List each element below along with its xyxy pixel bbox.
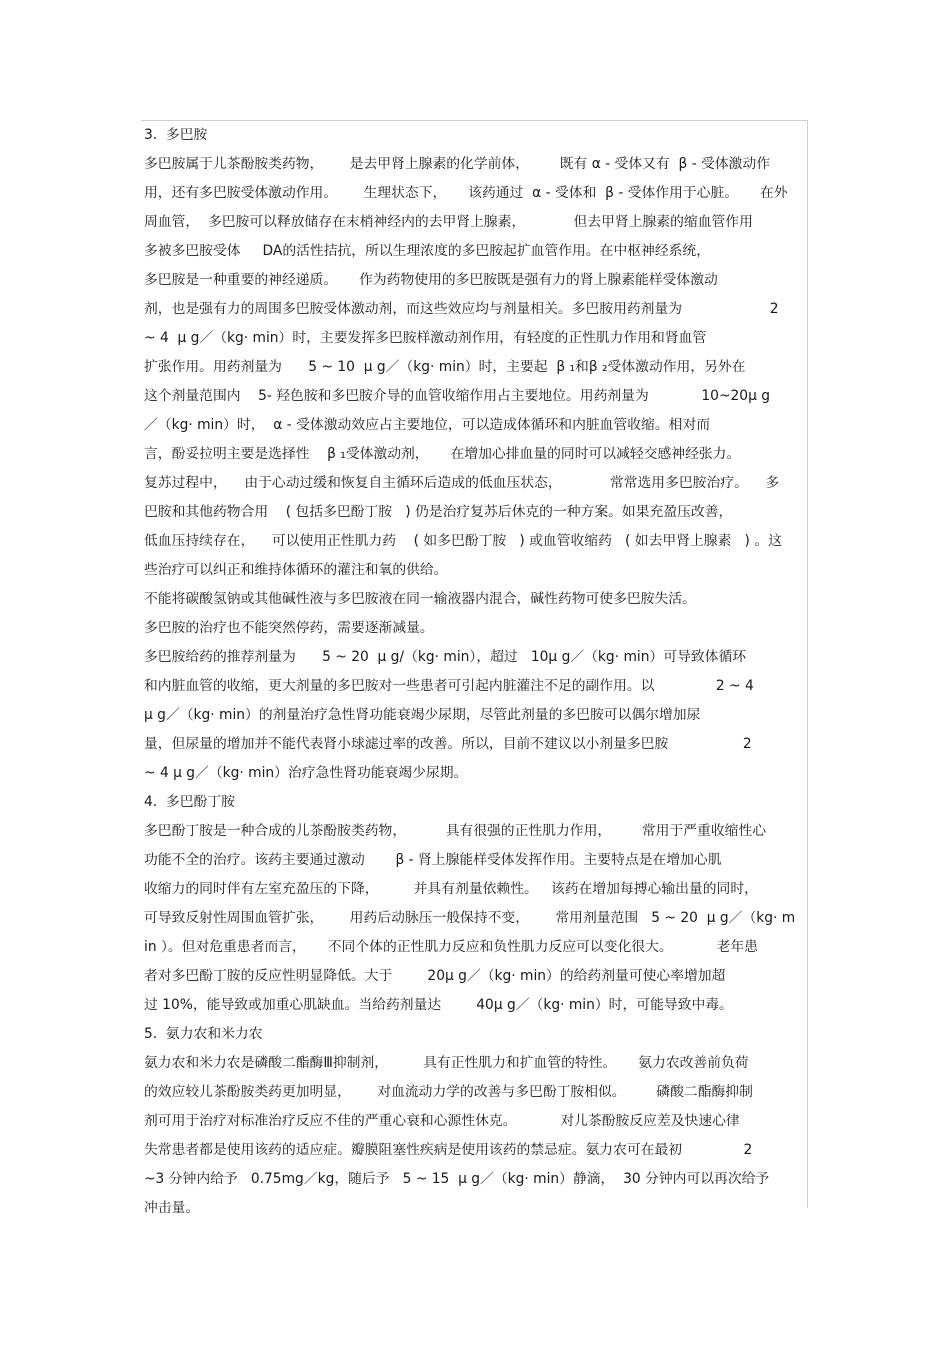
text-line: 功能不全的治疗。该药主要通过激动 β - 肾上腺能样受体发挥作用。主要特点是在增加心肌 xyxy=(144,852,722,868)
text-line: ~ 4 μ g／（kg· min）时，主要发挥多巴胺样激动剂作用，有轻度的正性肌力作用和肾血管 xyxy=(144,330,707,346)
text-line: in ）。但对危重患者而言， 不同个体的正性肌力反应和负性肌力反应可以变化很大。 老年患 xyxy=(144,939,758,955)
text-line: 多巴胺是一种重要的神经递质。 作为药物使用的多巴胺既是强有力的肾上腺素能样受体激动 xyxy=(144,272,718,288)
text-line: 失常患者都是使用该药的适应症。瓣膜阻塞性疾病是使用该药的禁忌症。氨力农可在最初 2 xyxy=(144,1142,753,1158)
text-line: 过 10%，能导致或加重心肌缺血。当给药剂量达 40μ g／（kg· min）时，可能导致中毒。 xyxy=(144,997,733,1013)
section-heading-dopamine: 3. 多巴胺 xyxy=(144,127,208,143)
text-line: 复苏过程中， 由于心动过缓和恢复自主循环后造成的低血压状态， 常常选用多巴胺治疗。 多 xyxy=(144,475,780,491)
text-line: 者对多巴酚丁胺的反应性明显降低。大于 20μ g／（kg· min）的给药剂量可使心率增加超 xyxy=(144,968,726,984)
text-line: 多巴胺给药的推荐剂量为 5 ~ 20 μ g/（kg· min），超过 10μ g／（kg· min）可导致体循环 xyxy=(144,649,747,665)
section-heading-amrinone-milrinone: 5. 氨力农和米力农 xyxy=(144,1026,263,1042)
text-line: ~ 4 μ g／（kg· min）治疗急性肾功能衰竭少尿期。 xyxy=(144,765,468,781)
text-line: 多被多巴胺受体 DA的活性拮抗，所以生理浓度的多巴胺起扩血管作用。在中枢神经系统， xyxy=(144,243,711,259)
text-line: 用，还有多巴胺受体激动作用。 生理状态下， 该药通过 α - 受体和 β - 受体作用于心脏。 在外 xyxy=(144,185,788,201)
document-body xyxy=(144,121,812,1223)
text-line: 言，酚妥拉明主要是选择性 β ₁受体激动剂， 在增加心排血量的同时可以减轻交感神经张力。 xyxy=(144,446,741,462)
text-line: μ g／（kg· min）的剂量治疗急性肾功能衰竭少尿期，尽管此剂量的多巴胺可以偶尔增加尿 xyxy=(144,707,701,723)
text-line: 多巴胺的治疗也不能突然停药，需要逐渐减量。 xyxy=(144,620,434,636)
text-line: 可导致反射性周围血管扩张， 用药后动脉压一般保持不变， 常用剂量范围 5 ~ 20 μ g／（kg· m xyxy=(144,910,796,926)
text-line: ／（kg· min）时， α - 受体激动效应占主要地位，可以造成体循环和内脏血管收缩。相对而 xyxy=(144,417,711,433)
text-line: 低血压持续存在， 可以使用正性肌力药 ( 如多巴酚丁胺 ) 或血管收缩药 ( 如去甲肾上腺素 ) 。这 xyxy=(144,533,782,549)
text-line: 不能将碳酸氢钠或其他碱性液与多巴胺液在同一输液器内混合，碱性药物可使多巴胺失活。 xyxy=(144,591,696,607)
text-line: 巴胺和其他药物合用 ( 包括多巴酚丁胺 ) 仍是治疗复苏后休克的一种方案。如果充盈压改善， xyxy=(144,504,733,520)
text-line: 和内脏血管的收缩，更大剂量的多巴胺对一些患者可引起内脏灌注不足的副作用。以 2 ~ 4 xyxy=(144,678,754,694)
text-line: 剂可用于治疗对标准治疗反应不佳的严重心衰和心源性休克。 对儿茶酚胺反应差及快速心律 xyxy=(144,1113,740,1129)
text-line: 收缩力的同时伴有左室充盈压的下降， 并具有剂量依赖性。 该药在增加每搏心输出量的同时， xyxy=(144,881,758,897)
text-line: 多巴酚丁胺是一种合成的儿茶酚胺类药物， 具有很强的正性肌力作用， 常用于严重收缩性心 xyxy=(144,823,767,839)
text-line: 这个剂量范围内 5- 羟色胺和多巴胺介导的血管收缩作用占主要地位。用药剂量为 10~20μ g xyxy=(144,388,770,404)
text-line: 扩张作用。用药剂量为 5 ~ 10 μ g／（kg· min）时，主要起 β ₁和β ₂受体激动作用，另外在 xyxy=(144,359,746,375)
text-line: 剂，也是强有力的周围多巴胺受体激动剂，而这些效应均与剂量相关。多巴胺用药剂量为 2 xyxy=(144,301,779,317)
text-line: ~3 分钟内给予 0.75mg／kg，随后予 5 ~ 15 μ g／（kg· min）静滴， 30 分钟内可以再次给予 xyxy=(144,1171,770,1187)
text-line: 的效应较儿茶酚胺类药更加明显， 对血流动力学的改善与多巴酚丁胺相似。 磷酸二酯酶抑制 xyxy=(144,1084,753,1100)
text-line: 周血管， 多巴胺可以释放储存在末梢神经内的去甲肾上腺素， 但去甲肾上腺素的缩血管作用 xyxy=(144,214,753,230)
text-line: 些治疗可以纠正和维持体循环的灌注和氧的供给。 xyxy=(144,562,448,578)
text-line: 氨力农和米力农是磷酸二酯酶Ⅲ抑制剂， 具有正性肌力和扩血管的特性。 氨力农改善前负荷 xyxy=(144,1055,749,1071)
section-heading-dobutamine: 4. 多巴酚丁胺 xyxy=(144,794,235,810)
text-line: 多巴胺属于儿茶酚胺类药物， 是去甲肾上腺素的化学前体， 既有 α - 受体又有 β - 受体激动作 xyxy=(144,156,771,172)
text-line: 量，但尿量的增加并不能代表肾小球滤过率的改善。所以，目前不建议以小剂量多巴胺 2 xyxy=(144,736,752,752)
text-line: 冲击量。 xyxy=(144,1200,200,1216)
